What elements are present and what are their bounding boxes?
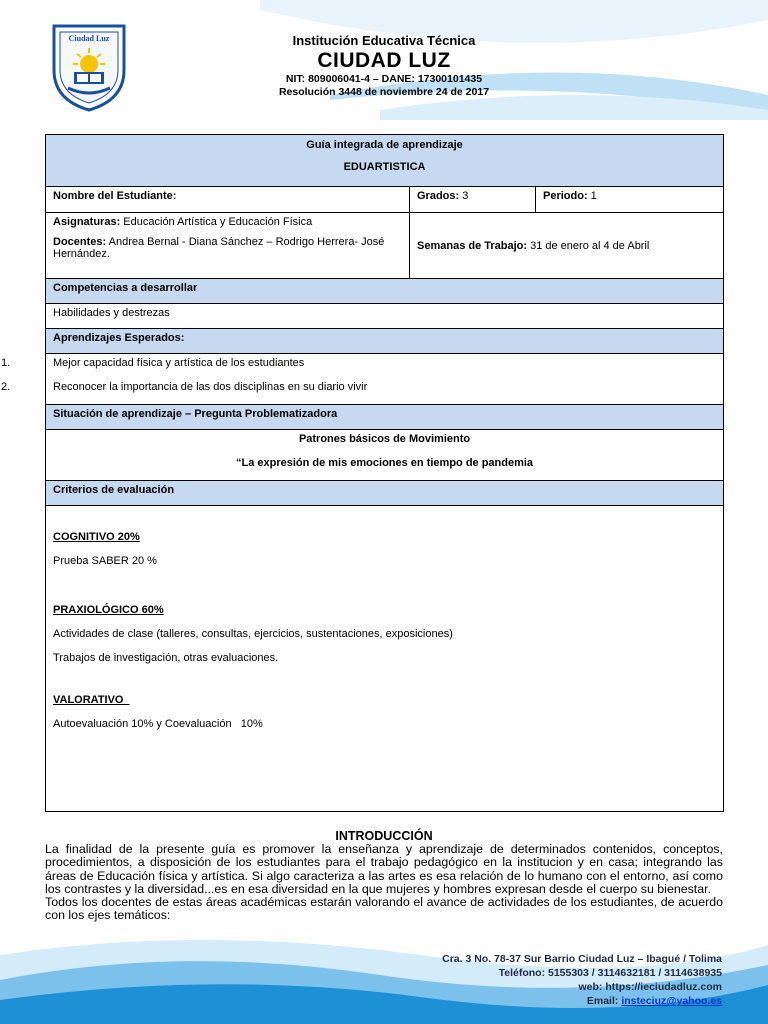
introduction-paragraph-2: Todos los docentes de estas áreas académicas estarán valorando el avance de actividades de los estudiantes, de acuerdo con los ejes temáticos: [45, 895, 723, 923]
praxis-item-2: Trabajos de investigación, otras evaluaciones. [53, 652, 279, 664]
situation-question: “La expresión de mis emociones en tiempo de pandemia [235, 457, 534, 469]
criteria-content [46, 506, 724, 812]
period-value: 1 [587, 190, 597, 202]
nit-dane: NIT: 809006041-4 – DANE: 17300101435 [285, 73, 483, 85]
logo-title-text: Ciudad Luz [68, 34, 110, 43]
contact-footer [442, 952, 722, 1008]
situation-cell [46, 430, 724, 481]
praxis-label: PRAXIOLÓGICO 60% [53, 604, 164, 616]
teachers-value: Andrea Bernal - Diana Sánchez – Rodrigo Herrera- José Hernández. [53, 236, 385, 260]
weeks-value: 31 de enero al 4 de Abril [527, 239, 650, 252]
valorative-label: VALORATIVO [53, 694, 130, 706]
learning-guide-table [1, 134, 724, 812]
expected-learning-label: Aprendizajes Esperados: [46, 329, 724, 354]
introduction-paragraph-1: La finalidad de la presente guía es promover la enseñanza y aprendizaje de determinados contenidos, conceptos, procedimientos, a disposición de los estudiantes para el trabajo pedagógico en la institucion y en casa; integrando las áreas de Educación física y artística. Si algo caracteriza a las artes es esa relación de lo humano con el entorno, así como los contrastes y la diversidad...es en esa diversidad en la que mujeres y hombres expresan desde el cuerpo su bienestar. [45, 842, 723, 896]
resolution: Resolución 3448 de noviembre 24 de 2017 [278, 86, 490, 98]
grades-cell [410, 187, 536, 213]
footer-email-line [442, 994, 722, 1008]
criteria-label: Criterios de evaluación [46, 481, 724, 506]
praxis-item-1: Actividades de clase (talleres, consultas, ejercicios, sustentaciones, exposiciones) [53, 628, 453, 640]
period-cell [536, 187, 724, 213]
list-number: 2. [1, 381, 11, 393]
guide-title: Guía integrada de aprendizaje [306, 139, 463, 151]
school-crest-logo [50, 20, 128, 112]
list-text: Reconocer la importancia de las dos disciplinas en su diario vivir [53, 381, 368, 393]
footer-address: Cra. 3 No. 78-37 Sur Barrio Ciudad Luz – Ibagué / Tolima [442, 953, 722, 965]
period-label: Periodo: [543, 190, 588, 202]
footer-phone: Teléfono: 5155303 / 3114632181 / 3114638935 [498, 967, 722, 979]
list-item [1, 357, 716, 369]
list-text: Mejor capacidad física y artística de los estudiantes [53, 357, 305, 369]
expected-learning-list [1, 354, 724, 405]
guide-subject-title: EDUARTISTICA [343, 161, 426, 173]
list-number: 1. [1, 357, 11, 369]
situation-title: Patrones básicos de Movimiento [298, 433, 471, 445]
guide-title-cell [46, 135, 724, 187]
document-header [200, 33, 568, 99]
grades-label: Grados: [417, 190, 460, 202]
grades-value: 3 [459, 190, 469, 202]
introduction-section [45, 830, 723, 922]
teachers-label: Docentes: [53, 236, 107, 248]
footer-web[interactable]: web: https://ieciudadluz.com [578, 981, 722, 993]
weeks-label: Semanas de Trabajo: [417, 239, 528, 252]
situation-label: Situación de aprendizaje – Pregunta Problematizadora [46, 405, 724, 430]
cognitive-item: Prueba SABER 20 % [53, 555, 157, 567]
cognitive-label: COGNITIVO 20% [53, 531, 140, 543]
institution-name: CIUDAD LUZ [317, 49, 451, 72]
student-name-label: Nombre del Estudiante: [46, 187, 410, 213]
institution-type: Institución Educativa Técnica [292, 33, 476, 48]
subjects-value: Educación Artística y Educación Física [120, 216, 313, 228]
weeks-cell [410, 213, 724, 279]
list-item [1, 381, 716, 393]
footer-email-label: Email: [586, 995, 622, 1007]
competencies-value: Habilidades y destrezas [46, 304, 724, 329]
subjects-teachers-cell [46, 213, 410, 279]
footer-email-link[interactable]: insteciuz@yahoo.es [621, 995, 722, 1007]
subjects-label: Asignaturas: [53, 216, 121, 228]
introduction-title: INTRODUCCIÓN [335, 829, 433, 843]
valorative-item: Autoevaluación 10% y Coevaluación 10% [53, 718, 263, 730]
competencies-label: Competencias a desarrollar [46, 279, 724, 304]
